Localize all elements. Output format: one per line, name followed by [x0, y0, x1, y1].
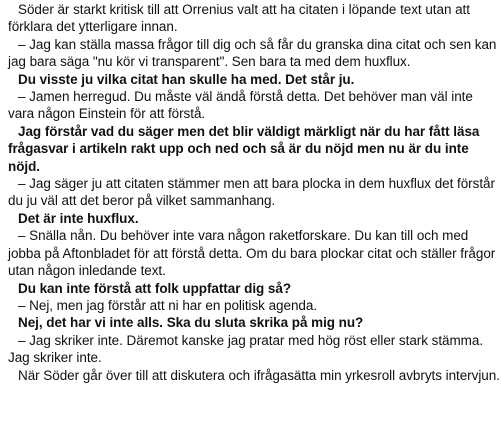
interview-question: Det är inte huxflux.	[18, 210, 139, 226]
article-paragraph: – Nej, men jag förstår att ni har en politisk agenda.	[18, 297, 318, 313]
article-paragraph: Söder är starkt kritisk till att Orrenius valt att ha citaten i löpande text utan att förklara det ytterligare innan.	[8, 2, 470, 35]
article-paragraph: – Jag säger ju att citaten stämmer men att bara plocka in dem huxflux det förstår du ju väl att det beror på vilket sammanhang.	[8, 176, 495, 209]
interview-question: Du visste ju vilka citat han skulle ha med. Det står ju.	[18, 71, 355, 87]
article-paragraph: När Söder går över till att diskutera och ifrågasätta min yrkesroll avbryts intervjun.	[18, 367, 500, 383]
interview-question: Du kan inte förstå att folk uppfattar dig så?	[18, 280, 292, 296]
article-paragraph: – Jamen herregud. Du måste väl ändå förstå detta. Det behöver man väl inte vara någon Einstein för att förstå.	[8, 89, 473, 122]
interview-question: Nej, det har vi inte alls. Ska du sluta skrika på mig nu?	[18, 315, 364, 331]
article-paragraph: – Snälla nån. Du behöver inte vara någon raketforskare. Du kan till och med jobba på Aftonbladet för att förstå detta. Om du bara plockar citat och ställer frågor utan någon inledande text.	[8, 228, 496, 279]
article-paragraph: – Jag skriker inte. Däremot kanske jag pratar med hög röst eller stark stämma. Jag skriker inte.	[8, 332, 484, 366]
interview-question: Jag förstår vad du säger men det blir väldigt märkligt när du har fått läsa frågasvar i artikeln rakt upp och ned och så är du nöjd men nu är du inte nöjd.	[8, 123, 480, 174]
article-paragraph: – Jag kan ställa massa frågor till dig och så får du granska dina citat och sen kan jag bara säga "nu kör vi transparent". Sen bara ta med dem huxflux.	[8, 36, 497, 70]
